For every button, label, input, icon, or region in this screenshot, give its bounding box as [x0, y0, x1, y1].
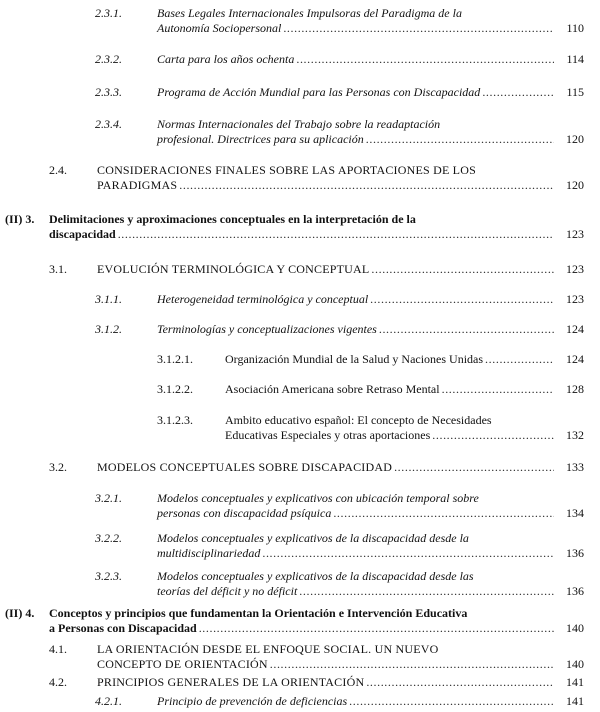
toc-entry-title: LA ORIENTACIÓN DESDE EL ENFOQUE SOCIAL. UN NUEVO — [97, 642, 439, 656]
toc-entry — [95, 292, 584, 307]
toc-entry-title: Autonomía Sociopersonal — [157, 21, 282, 35]
toc-entry — [49, 163, 584, 193]
toc-entry-page: 128 — [566, 382, 584, 396]
toc-entry — [95, 694, 584, 709]
toc-entry-title: Carta para los años ochenta — [157, 52, 295, 66]
toc-entry-page: 140 — [566, 621, 584, 635]
toc-entry-page: 136 — [566, 546, 584, 560]
toc-entry-page: 134 — [566, 506, 584, 520]
toc-entry-number: (II) 3. — [5, 212, 35, 226]
toc-entry-page: 110 — [566, 21, 584, 35]
toc-entry-title: discapacidad — [49, 227, 116, 241]
toc-entry-number: 2.3.4. — [95, 117, 122, 131]
toc-entry — [95, 569, 584, 599]
toc-entry-title: profesional. Directrices para su aplicación — [157, 132, 364, 146]
dot-leader — [262, 546, 554, 561]
toc-entry-number: 3.1. — [49, 262, 67, 276]
toc-entry-title: Asociación Americana sobre Retraso Mental — [225, 382, 440, 396]
dot-leader — [432, 428, 554, 443]
toc-entry-title: a Personas con Discapacidad — [49, 621, 197, 635]
toc-entry-page: 124 — [566, 352, 584, 366]
toc-entry — [95, 85, 584, 100]
dot-leader — [270, 657, 554, 672]
dot-leader — [299, 584, 554, 599]
toc-entry — [49, 675, 584, 690]
toc-entry-title: Organización Mundial de la Salud y Naciones Unidas — [225, 352, 484, 366]
toc-entry — [5, 606, 584, 636]
toc-entry-title: Principio de prevención de deficiencias — [157, 694, 348, 708]
toc-entry-title: Normas Internacionales del Trabajo sobre la readaptación — [157, 117, 441, 131]
toc-entry — [157, 413, 584, 443]
toc-entry-title: EVOLUCIÓN TERMINOLÓGICA Y CONCEPTUAL — [97, 262, 370, 276]
toc-entry-page: 141 — [566, 675, 584, 689]
toc-entry — [49, 642, 584, 672]
toc-entry-number: 3.2.3. — [95, 569, 122, 583]
toc-entry-number: 4.1. — [49, 642, 67, 656]
toc-entry-number: 3.2.2. — [95, 531, 122, 545]
toc-entry — [157, 382, 584, 397]
toc-entry-number: 4.2.1. — [95, 694, 122, 708]
toc-entry-title: Terminologías y conceptualizaciones vigentes — [157, 322, 377, 336]
dot-leader — [370, 292, 554, 307]
dot-leader — [179, 178, 554, 193]
toc-entry-number: (II) 4. — [5, 606, 35, 620]
toc-entry-page: 141 — [566, 694, 584, 708]
toc-entry-page: 136 — [566, 584, 584, 598]
toc-entry-number: 3.1.2.1. — [157, 352, 193, 366]
toc-entry — [95, 117, 584, 147]
dot-leader — [366, 675, 554, 690]
toc-entry-title: Educativas Especiales y otras aportaciones — [225, 428, 431, 442]
toc-entry-number: 2.3.1. — [95, 6, 122, 20]
dot-leader — [379, 322, 554, 337]
toc-entry — [95, 52, 584, 67]
toc-entry — [157, 352, 584, 367]
toc-entry-title: personas con discapacidad psíquica — [157, 506, 332, 520]
toc-entry-number: 2.3.3. — [95, 85, 122, 99]
toc-entry-page: 123 — [566, 262, 584, 276]
toc-entry — [5, 212, 584, 242]
toc-entry-title: MODELOS CONCEPTUALES SOBRE DISCAPACIDAD — [97, 460, 393, 474]
dot-leader — [283, 21, 554, 36]
toc-entry — [95, 491, 584, 521]
toc-entry-title: Conceptos y principios que fundamentan la Orientación e Intervención Educativa — [49, 606, 468, 620]
toc-entry-title: Delimitaciones y aproximaciones conceptuales en la interpretación de la — [49, 212, 416, 226]
dot-leader — [349, 694, 554, 709]
toc-entry-page: 114 — [566, 52, 584, 66]
dot-leader — [394, 460, 554, 475]
toc-entry-title: PRINCIPIOS GENERALES DE LA ORIENTACIÓN — [97, 675, 365, 689]
toc-entry-page: 123 — [566, 227, 584, 241]
toc-entry-number: 4.2. — [49, 675, 67, 689]
toc-entry-page: 120 — [566, 178, 584, 192]
dot-leader — [371, 262, 554, 277]
toc-entry-number: 2.3.2. — [95, 52, 122, 66]
toc-entry-title: teorías del déficit y no déficit — [157, 584, 298, 598]
toc-entry-page: 133 — [566, 460, 584, 474]
toc-entry — [95, 6, 584, 36]
toc-entry-number: 2.4. — [49, 163, 67, 177]
toc-entry — [49, 460, 584, 475]
toc-entry-number: 3.2.1. — [95, 491, 122, 505]
toc-entry-page: 123 — [566, 292, 584, 306]
toc-entry-number: 3.1.2. — [95, 322, 122, 336]
toc-entry — [95, 322, 584, 337]
toc-entry-number: 3.1.2.3. — [157, 413, 193, 427]
toc-entry-page: 115 — [566, 85, 584, 99]
dot-leader — [442, 382, 554, 397]
toc-entry-title: Modelos conceptuales y explicativos con ubicación temporal sobre — [157, 491, 479, 505]
toc-entry-title: Programa de Acción Mundial para las Personas con Discapacidad — [157, 85, 481, 99]
toc-entry-title: multidisciplinariedad — [157, 546, 261, 560]
toc-entry-page: 140 — [566, 657, 584, 671]
dot-leader — [199, 621, 554, 636]
toc-entry-title: Bases Legales Internacionales Impulsoras del Paradigma de la — [157, 6, 462, 20]
toc-entry-number: 3.1.1. — [95, 292, 122, 306]
dot-leader — [296, 52, 554, 67]
toc-entry — [49, 262, 584, 277]
toc-entry-title: Ambito educativo español: El concepto de Necesidades — [225, 413, 492, 427]
dot-leader — [333, 506, 554, 521]
toc-entry-title: Modelos conceptuales y explicativos de la discapacidad desde la — [157, 531, 469, 545]
toc-entry-page: 124 — [566, 322, 584, 336]
toc-entry-page: 120 — [566, 132, 584, 146]
toc-entry-number: 3.2. — [49, 460, 67, 474]
toc-entry-number: 3.1.2.2. — [157, 382, 193, 396]
toc-entry-title: CONCEPTO DE ORIENTACIÓN — [97, 657, 268, 671]
dot-leader — [118, 227, 554, 242]
toc-entry-title: CONSIDERACIONES FINALES SOBRE LAS APORTACIONES DE LOS — [97, 163, 476, 177]
toc-entry-title: Heterogeneidad terminológica y conceptual — [157, 292, 369, 306]
dot-leader — [482, 85, 554, 100]
toc-entry-title: PARADIGMAS — [97, 178, 178, 192]
toc-entry-page: 132 — [566, 428, 584, 442]
toc-entry-title: Modelos conceptuales y explicativos de la discapacidad desde las — [157, 569, 474, 583]
toc-entry — [95, 531, 584, 561]
dot-leader — [366, 132, 554, 147]
dot-leader — [485, 352, 554, 367]
